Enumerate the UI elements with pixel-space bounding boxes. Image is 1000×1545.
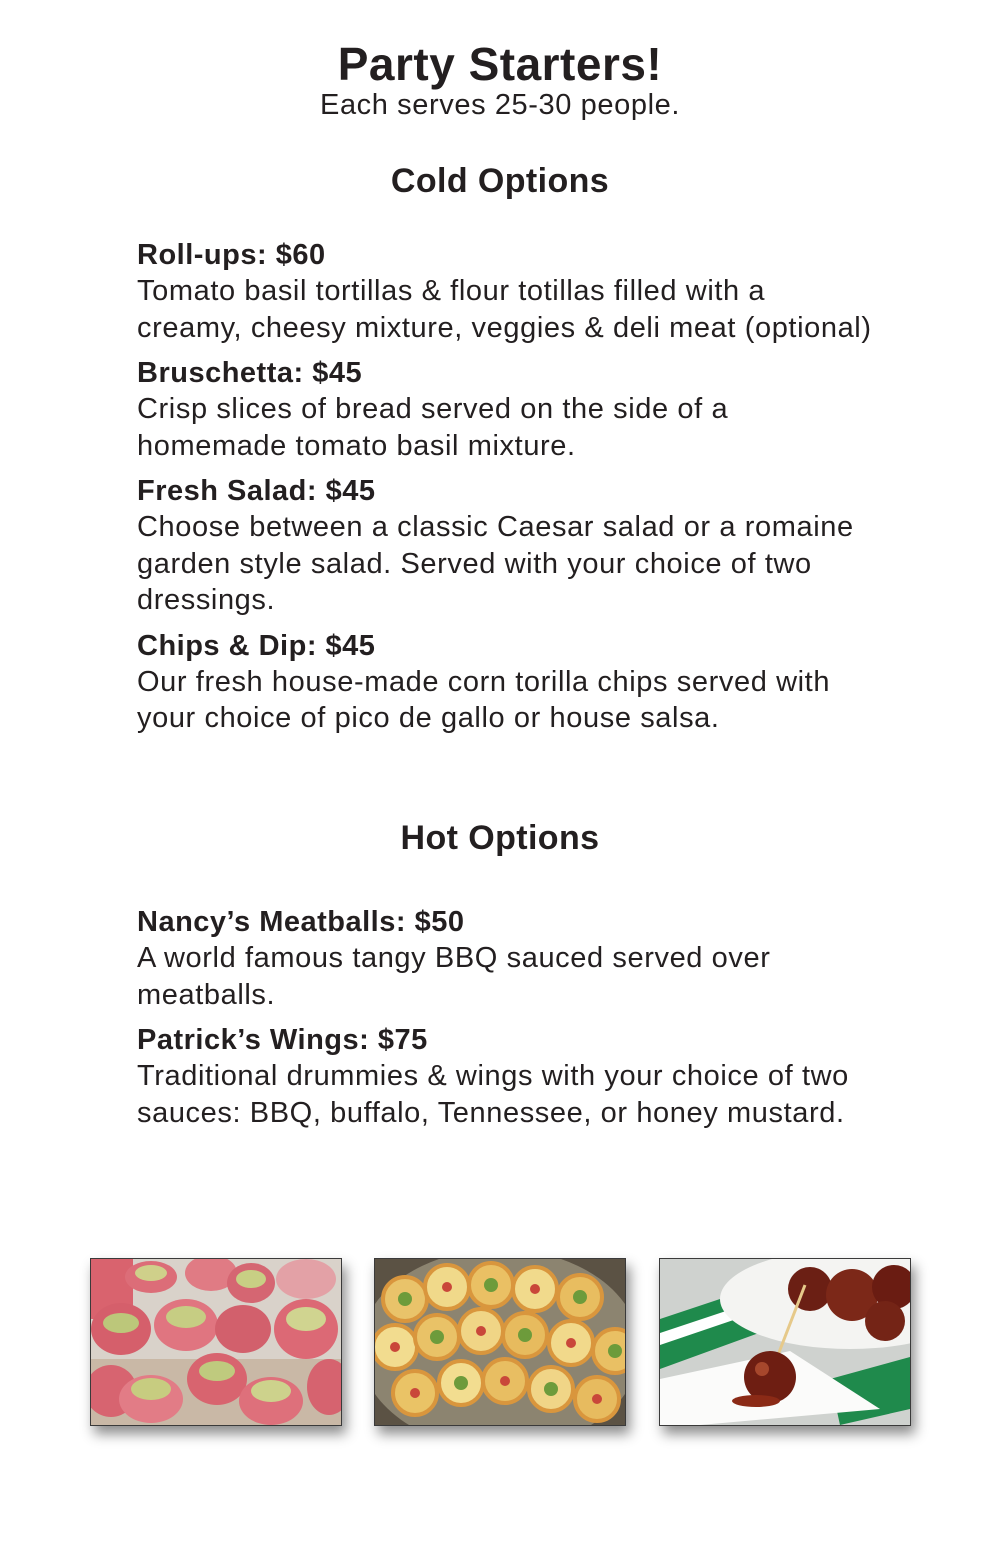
page-subtitle: Each serves 25-30 people. [320, 89, 680, 121]
page-title: Party Starters! [337, 38, 663, 90]
item-description: Our fresh house-made corn torilla chips served with your choice of pico de gallo or house salsa. [137, 665, 831, 734]
cold-options-list [137, 237, 877, 746]
item-name: Fresh Salad: $45 [137, 475, 376, 507]
item-name: Chips & Dip: $45 [137, 629, 376, 662]
hot-options-list [137, 904, 877, 1140]
item-description: Choose between a classic Caesar salad or a romaine garden style salad. Served with your choice of two dressings. [137, 511, 854, 616]
menu-item-roll-ups [137, 237, 877, 346]
menu-item-wings [137, 1022, 877, 1131]
item-name: Bruschetta: $45 [137, 357, 363, 389]
menu-item-meatballs [137, 904, 877, 1013]
item-description: Traditional drummies & wings with your choice of two sauces: BBQ, buffalo, Tennessee, or honey mustard. [137, 1060, 849, 1129]
item-name: Nancy’s Meatballs: $50 [137, 906, 465, 938]
item-description: Crisp slices of bread served on the side of a homemade tomato basil mixture. [137, 393, 729, 462]
menu-item-fresh-salad [137, 473, 877, 619]
item-name: Roll-ups: $60 [137, 239, 326, 271]
menu-item-chips-dip [137, 628, 877, 737]
roll-ups-photo [90, 1258, 342, 1426]
pinwheels-photo [374, 1258, 626, 1426]
cold-options-heading: Cold Options [390, 162, 610, 200]
item-description: A world famous tangy BBQ sauced served over meatballs. [137, 942, 771, 1011]
item-name: Patrick’s Wings: $75 [137, 1024, 428, 1056]
meatballs-photo [659, 1258, 911, 1426]
hot-options-heading: Hot Options [400, 819, 600, 857]
menu-item-bruschetta [137, 355, 877, 464]
item-description: Tomato basil tortillas & flour totillas filled with a creamy, cheesy mixture, veggies & deli meat (optional) [137, 275, 872, 344]
